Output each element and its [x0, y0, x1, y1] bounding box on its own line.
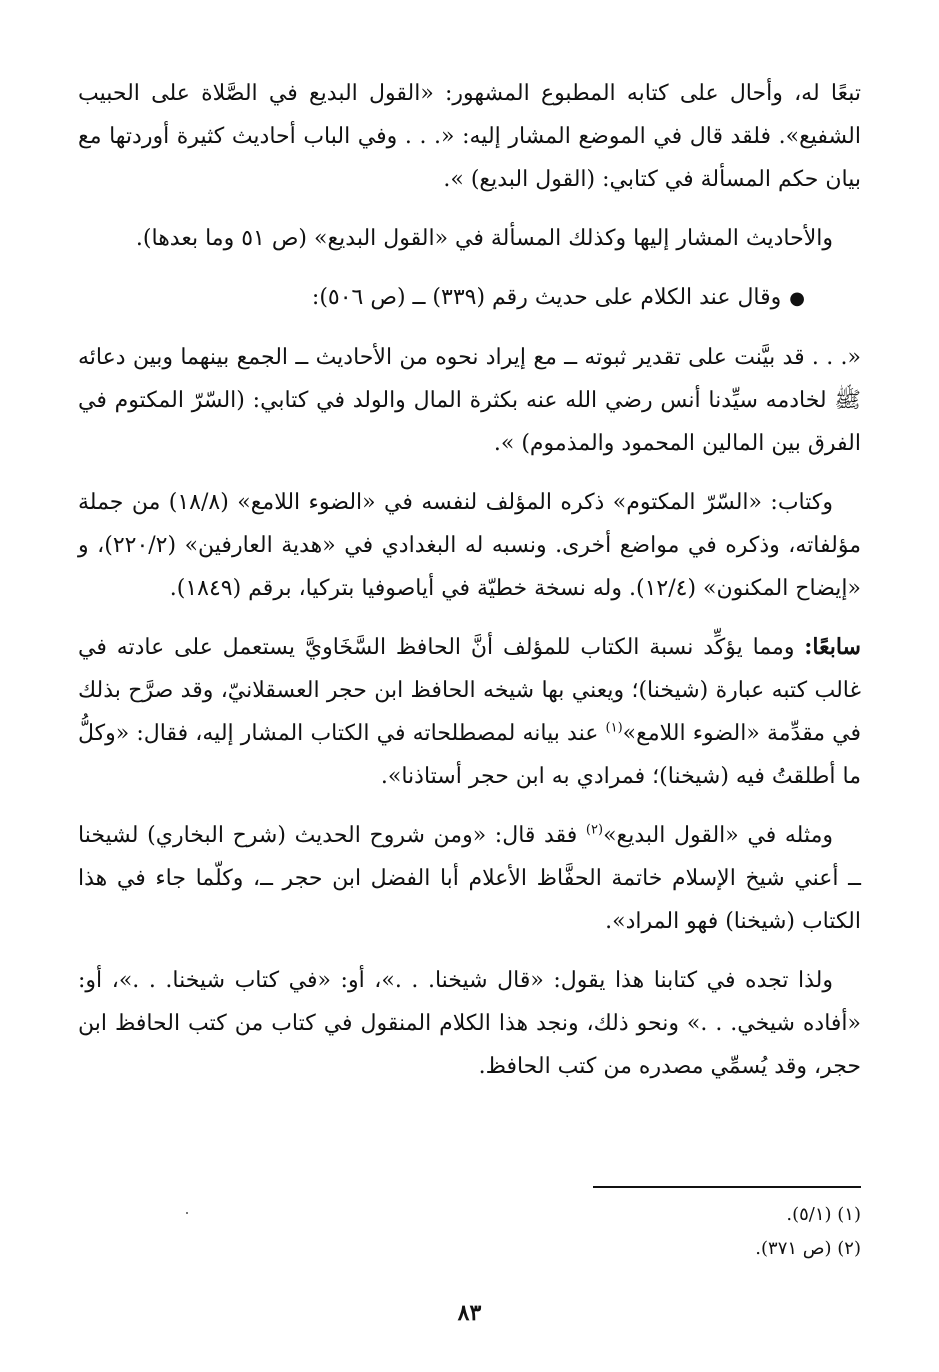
footnote-2: (٢) (ص ٣٧١). — [755, 1238, 861, 1259]
paragraph-6-text-b: عند بيانه لمصطلحاته في الكتاب المشار إليه، فقال: «وكلُّ ما أطلقتُ فيه (شيخنا)؛ فمرادي به ابن حجر أستاذنا». — [78, 721, 861, 789]
paragraph-3 — [78, 276, 861, 320]
paragraph-5: وكتاب: «السّرّ المكتوم» ذكره المؤلف لنفسه في «الضوء اللامع» (١٨/٨) من جملة مؤلفاته، وذكره في مواضع أخرى. ونسبه له البغدادي في «هدية العارفين» (٢٢٠/٢)، و «إيضاح المكنون» (١٢/٤). وله نسخة خطيّة في أياصوفيا بتركيا، برقم (١٨٤٩). — [78, 490, 861, 601]
section-lead: سابعًا: — [804, 634, 861, 660]
footnote-ref-2[interactable]: (٢) — [585, 822, 604, 838]
paragraph-7-text-a: ومثله في «القول البديع» — [603, 823, 834, 848]
bullet-icon: ● — [789, 288, 805, 309]
paragraph-3-text: وقال عند الكلام على حديث رقم (٣٣٩) ــ (ص ٥٠٦): — [311, 285, 782, 310]
paragraph-7 — [78, 814, 861, 943]
footnote-1: (١) (٥/١). — [786, 1204, 861, 1225]
scan-speck — [186, 1212, 188, 1214]
footnote-ref-1[interactable]: (١) — [605, 720, 623, 736]
paragraph-1: تبعًا له، وأحال على كتابه المطبوع المشهور: «القول البديع في الصَّلاة على الحبيب الشفيع». فلقد قال في الموضع المشار إليه: «. . . وفي الباب أحاديث كثيرة أوردتها مع بيان حكم المسألة في كتابي: (القول البديع) ». — [78, 81, 861, 192]
paragraph-4-quote: «. . . قد بيَّنت على تقدير ثبوته ــ مع إيراد نحوه من الأحاديث ــ الجمع بينهما وبين دعائه ﷺ لخادمه سيِّدنا أنس رضي الله عنه بكثرة المال والولد في كتابي: (السّرّ المكتوم في الفرق بين المالين المحمود والمذموم) ». — [78, 345, 861, 456]
paragraph-8: ولذا تجده في كتابنا هذا يقول: «قال شيخنا. . .»، أو: «في كتاب شيخنا. . .»، أو: «أفاده شيخي. . .» ونحو ذلك، ونجد هذا الكلام المنقول في كتاب من كتب الحافظ ابن حجر، وقد يُسمِّي مصدره من كتب الحافظ. — [78, 968, 861, 1079]
footnotes — [361, 1198, 861, 1266]
paragraph-7-text-b: فقد قال: «ومن شروح الحديث (شرح البخاري) لشيخنا ــ أعني شيخ الإسلام خاتمة الحفَّاظ الأعلام أبا الفضل ابن حجر ــ، وكلّما جاء في هذا الكتاب (شيخنا) فهو المراد». — [78, 823, 861, 934]
paragraph-2: والأحاديث المشار إليها وكذلك المسألة في «القول البديع» (ص ٥١ وما بعدها). — [135, 226, 833, 251]
main-text — [78, 72, 861, 1104]
page-number: ٨٣ — [457, 1300, 482, 1326]
paragraph-6 — [78, 626, 861, 798]
paragraph-6-text-a: ومما يؤكِّد نسبة الكتاب للمؤلف أنَّ الحافظ السَّخَاويَّ يستعمل على عادته في غالب كتبه عبارة (شيخنا)؛ ويعني بها شيخه الحافظ ابن حجر العسقلانيّ، وقد صرَّح بذلك في مقدِّمة «الضوء اللامع» — [78, 635, 861, 746]
footnote-divider — [593, 1186, 861, 1188]
